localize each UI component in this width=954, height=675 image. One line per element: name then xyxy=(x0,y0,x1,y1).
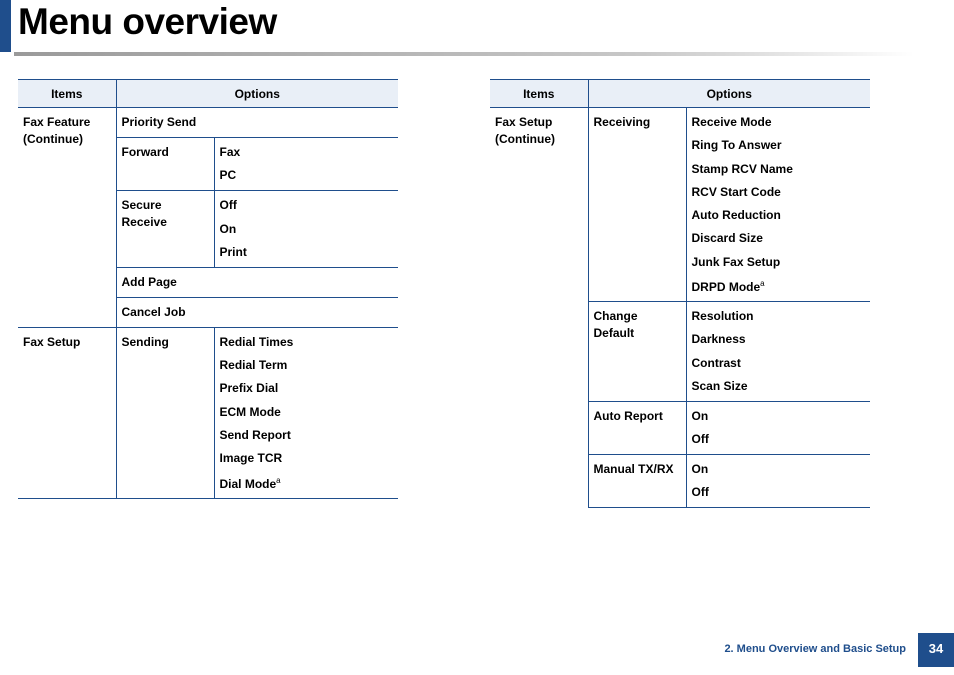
items-header: Items xyxy=(18,80,116,108)
option-priority-send: Priority Send xyxy=(116,108,398,138)
value-item: Scan Size xyxy=(691,378,748,393)
page-number: 34 xyxy=(918,633,954,667)
footnote-marker: a xyxy=(276,475,281,485)
value-item: Off xyxy=(691,485,709,500)
footer-chapter: 2. Menu Overview and Basic Setup xyxy=(724,643,906,655)
value-item-footnoted xyxy=(220,474,394,491)
item-label: Fax Feature xyxy=(23,115,91,129)
title-accent-bar xyxy=(0,0,11,52)
value-item: Fax xyxy=(219,145,241,159)
value-item: Receive Mode xyxy=(691,115,772,129)
secure-receive-values xyxy=(214,191,398,268)
option-secure-receive: Secure Receive xyxy=(116,191,214,268)
value-item: Off xyxy=(691,432,709,447)
value-item: Darkness xyxy=(691,332,746,347)
value-item: Discard Size xyxy=(691,231,763,246)
forward-values xyxy=(214,138,398,191)
value-item: Contrast xyxy=(691,355,741,370)
value-item: Print xyxy=(219,244,247,259)
value-item-footnoted xyxy=(692,277,866,294)
option-manual-txrx: Manual TX/RX xyxy=(588,455,686,508)
auto-report-values xyxy=(686,401,870,454)
option-label-line: Change xyxy=(593,309,638,323)
receiving-values xyxy=(686,108,870,302)
value-item: RCV Start Code xyxy=(691,184,781,199)
value-item: On xyxy=(219,221,237,236)
option-receiving: Receiving xyxy=(588,108,686,302)
value-item: Redial Times xyxy=(219,334,294,349)
value-item: Junk Fax Setup xyxy=(691,254,781,269)
title-divider xyxy=(14,52,914,56)
option-change-default xyxy=(588,302,686,402)
items-header: Items xyxy=(490,80,588,108)
left-menu-table xyxy=(18,79,398,499)
item-label: Fax Setup xyxy=(495,115,553,129)
item-label-continue: (Continue) xyxy=(23,132,83,146)
right-menu-table xyxy=(490,79,870,508)
value-text: DRPD Mode xyxy=(691,280,761,295)
value-item: Off xyxy=(219,198,237,213)
option-forward: Forward xyxy=(116,138,214,191)
value-item: Stamp RCV Name xyxy=(691,161,793,176)
option-sending: Sending xyxy=(116,327,214,498)
option-cancel-job: Cancel Job xyxy=(116,297,398,327)
manual-txrx-values xyxy=(686,455,870,508)
item-fax-setup: Fax Setup xyxy=(18,327,116,498)
value-item: ECM Mode xyxy=(219,404,281,419)
item-cell xyxy=(18,108,116,328)
option-add-page: Add Page xyxy=(116,267,398,297)
item-label-continue: (Continue) xyxy=(495,132,555,146)
footnote-marker: a xyxy=(760,279,765,289)
value-item: On xyxy=(691,462,709,477)
change-default-values xyxy=(686,302,870,402)
option-auto-report: Auto Report xyxy=(588,401,686,454)
option-label-line: Default xyxy=(593,326,635,340)
options-header: Options xyxy=(116,80,398,108)
value-item: Send Report xyxy=(219,428,291,443)
value-item: Image TCR xyxy=(219,451,283,466)
sending-values xyxy=(214,327,398,498)
options-header: Options xyxy=(588,80,870,108)
value-item: Redial Term xyxy=(219,358,288,373)
value-text: Dial Mode xyxy=(219,476,277,491)
item-cell xyxy=(490,108,588,508)
value-item: PC xyxy=(219,168,237,183)
page-title: Menu overview xyxy=(18,1,277,42)
value-item: Resolution xyxy=(691,309,754,323)
value-item: Auto Reduction xyxy=(691,208,781,223)
value-item: Ring To Answer xyxy=(691,138,782,153)
value-item: On xyxy=(691,408,709,423)
value-item: Prefix Dial xyxy=(219,381,279,396)
